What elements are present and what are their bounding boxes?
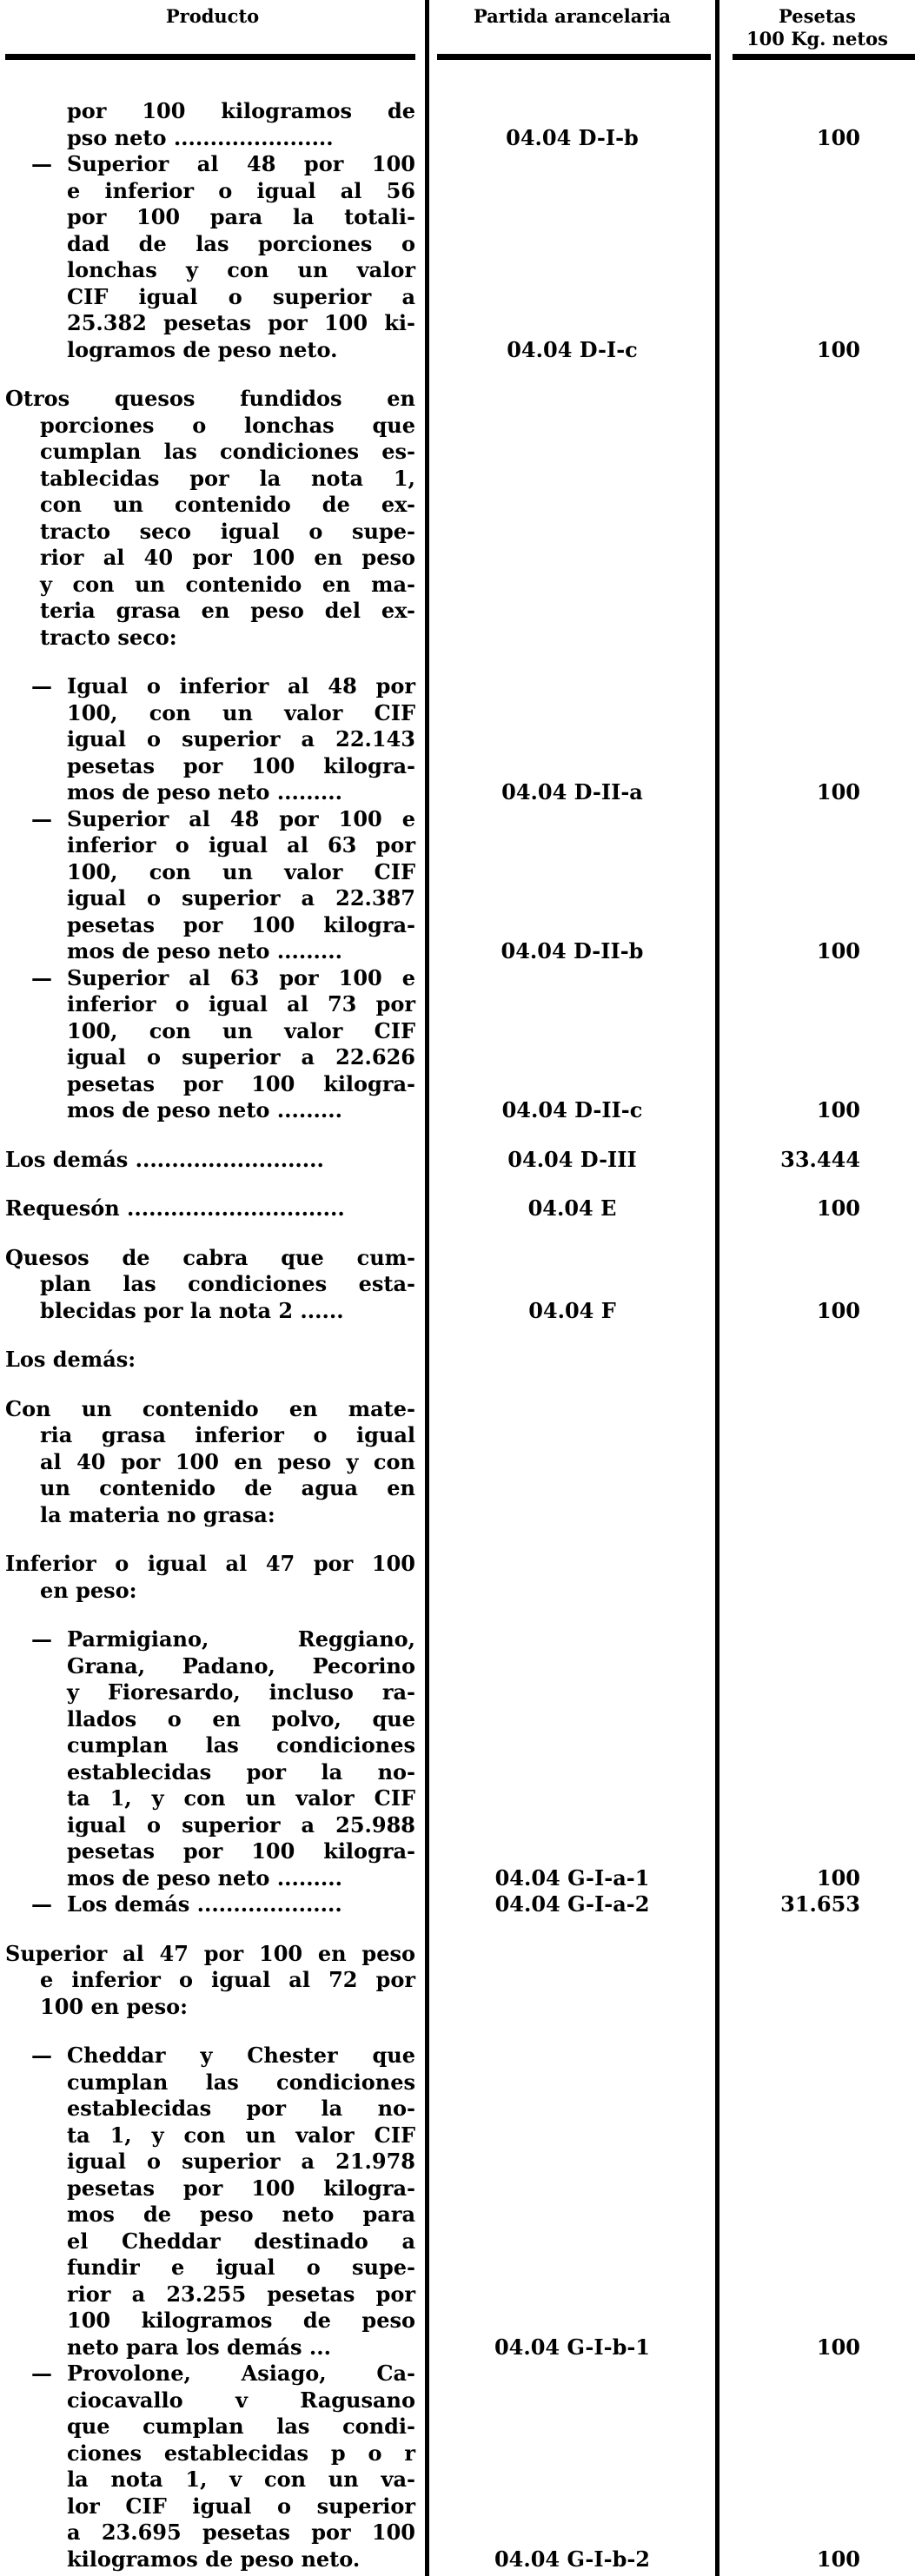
product-line: rior al 40 por 100 en peso <box>40 545 415 570</box>
product-line: y con un contenido en ma- <box>40 571 415 597</box>
product-line: fundir e igual o supe- <box>67 2255 415 2280</box>
product-line: e inferior o igual al 56 <box>67 177 415 203</box>
dash-marker: — <box>31 673 52 699</box>
product-line: — Superior al 48 por 100 e <box>31 805 415 831</box>
product-line: Con un contenido en mate- <box>5 1395 415 1421</box>
product-line: pesetas por 100 kilogra- <box>67 911 415 937</box>
dash-marker: — <box>31 964 52 990</box>
product-line: Quesos de cabra que cum- <box>5 1244 415 1270</box>
dash-marker: — <box>31 151 52 176</box>
product-line: rior a 23.255 pesetas por <box>67 2281 415 2307</box>
pesetas-cell: 100 <box>816 336 860 362</box>
product-line: 100 kilogramos de peso <box>67 2308 415 2333</box>
product-line: CIF igual o superior a <box>67 283 415 309</box>
product-line: el Cheddar destinado a <box>67 2228 415 2254</box>
product-line: al 40 por 100 en peso y con <box>40 1448 415 1474</box>
product-entry <box>0 2043 915 2361</box>
product-line: — Superior al 63 por 100 e <box>31 964 415 990</box>
product-line: Inferior o igual al 47 por 100 <box>5 1551 415 1576</box>
product-line: ta 1, y con un valor CIF <box>67 2122 415 2148</box>
header-rule-pesetas <box>733 54 915 60</box>
product-line: Requesón .............................. <box>5 1195 345 1221</box>
product-line: mos de peso neto ......... <box>67 1097 342 1122</box>
product-line: tracto seco: <box>40 624 177 650</box>
dash-marker: — <box>31 1626 52 1652</box>
product-line: porciones o lonchas que <box>40 412 415 438</box>
product-entry <box>0 1147 915 1174</box>
product-line: mos de peso neto para <box>67 2202 415 2227</box>
product-line: con un contenido de ex- <box>40 492 415 517</box>
product-line: pesetas por 100 kilogra- <box>67 1838 415 1864</box>
product-line: dad de las porciones o <box>67 230 415 256</box>
product-line: — Parmigiano, Reggiano, <box>31 1626 415 1652</box>
product-line: cumplan las condiciones es- <box>40 439 415 464</box>
product-line: lor CIF igual o superior <box>67 2493 415 2519</box>
partida-cell: 04.04 D-II-c <box>501 1097 643 1122</box>
dash-marker: — <box>31 2361 52 2386</box>
pesetas-cell: 100 <box>816 938 860 964</box>
product-line: igual o superior a 25.988 <box>67 1811 415 1838</box>
dash-marker: — <box>31 1891 52 1917</box>
dash-marker: — <box>31 805 52 831</box>
product-entry <box>0 386 915 651</box>
product-entry <box>0 673 915 806</box>
product-entry <box>0 1396 915 1529</box>
product-line: 100 en peso: <box>40 1993 188 2019</box>
product-line: kilogramos de peso neto. <box>67 2546 361 2572</box>
product-line: 100, con un valor CIF <box>67 858 415 884</box>
product-entry <box>0 1245 915 1325</box>
partida-cell: 04.04 G-I-b-2 <box>494 2546 651 2572</box>
table-body <box>0 98 915 2573</box>
product-line: que cumplan las condi- <box>67 2414 415 2439</box>
column-header-producto: Producto <box>165 5 260 27</box>
partida-cell: 04.04 D-II-b <box>501 938 644 964</box>
product-entry <box>0 1626 915 1891</box>
pesetas-header-line1: Pesetas <box>779 5 856 27</box>
product-line: pso neto ...................... <box>67 124 334 150</box>
product-line: inferior o igual al 63 por <box>67 832 415 858</box>
product-entry <box>0 1551 915 1604</box>
product-line: por 100 para la totali- <box>67 204 415 229</box>
product-entry <box>0 2361 915 2573</box>
product-line: — Igual o inferior al 48 por <box>31 673 415 699</box>
pesetas-header-line2: 100 Kg. netos <box>746 28 888 50</box>
product-line: mos de peso neto ......... <box>67 938 342 964</box>
product-line: inferior o igual al 73 por <box>67 991 415 1016</box>
product-line: igual o superior a 22.626 <box>67 1044 415 1069</box>
product-line: igual o superior a 21.978 <box>67 2149 415 2174</box>
product-line: Los demás .......................... <box>5 1146 324 1172</box>
product-line: — Provolone, Asiago, Ca- <box>31 2361 415 2386</box>
product-entry <box>0 1347 915 1374</box>
product-line: neto para los demás ... <box>67 2334 331 2360</box>
product-line: a 23.695 pesetas por 100 <box>67 2520 415 2545</box>
column-header-pesetas <box>719 5 915 50</box>
product-line: pesetas por 100 kilogra- <box>67 2175 415 2201</box>
product-line: un contenido de agua en <box>40 1475 415 1500</box>
product-line: ta 1, y con un valor CIF <box>67 1785 415 1811</box>
product-line: en peso: <box>40 1577 137 1603</box>
product-line: 100, con un valor CIF <box>67 699 415 725</box>
product-line: e inferior o igual al 72 por <box>40 1967 415 1992</box>
header-rule-producto <box>5 54 415 60</box>
product-line: cumplan las condiciones <box>67 1732 415 1758</box>
product-line: tracto seco igual o supe- <box>40 518 415 544</box>
product-entry <box>0 98 915 151</box>
product-line: la nota 1, v con un va- <box>67 2467 415 2492</box>
pesetas-cell: 100 <box>816 1195 860 1221</box>
product-entry <box>0 151 915 363</box>
partida-cell: 04.04 E <box>527 1195 617 1221</box>
product-line: plan las condiciones esta- <box>40 1271 415 1296</box>
product-line: ciocavallo v Ragusano <box>67 2387 415 2413</box>
product-entry <box>0 1891 915 1918</box>
pesetas-cell: 100 <box>816 2334 860 2360</box>
product-line: — Superior al 48 por 100 <box>31 151 415 176</box>
partida-cell: 04.04 G-I-b-1 <box>494 2334 651 2360</box>
partida-cell: 04.04 D-I-c <box>507 336 638 362</box>
product-line: tablecidas por la nota 1, <box>40 465 415 491</box>
pesetas-cell: 100 <box>816 2546 860 2572</box>
product-line: Superior al 47 por 100 en peso <box>5 1940 415 1966</box>
product-line: 25.382 pesetas por 100 ki- <box>67 310 415 335</box>
product-line: lonchas y con un valor <box>67 257 415 282</box>
partida-cell: 04.04 G-I-a-1 <box>494 1864 650 1891</box>
dash-marker: — <box>31 2043 52 2068</box>
product-line: blecidas por la nota 2 ...... <box>40 1297 344 1323</box>
product-line: por 100 kilogramos de <box>67 98 415 123</box>
product-entry <box>0 1941 915 2021</box>
product-line: igual o superior a 22.143 <box>67 726 415 752</box>
product-line: teria grasa en peso del ex- <box>40 598 415 623</box>
product-entry <box>0 1195 915 1222</box>
product-line: mos de peso neto ......... <box>67 779 342 805</box>
product-line: y Fioresardo, incluso ra- <box>67 1679 415 1705</box>
partida-cell: 04.04 F <box>528 1297 616 1323</box>
product-line: — Los demás .................... <box>31 1891 342 1917</box>
pesetas-cell: 100 <box>816 1297 860 1323</box>
product-line: cumplan las condiciones <box>67 2069 415 2095</box>
product-line: ciones establecidas p o r <box>67 2440 415 2466</box>
partida-cell: 04.04 G-I-a-2 <box>494 1891 650 1917</box>
partida-cell: 04.04 D-III <box>507 1146 637 1172</box>
product-line: ria grasa inferior o igual <box>40 1422 415 1447</box>
product-line: establecidas por la no- <box>67 2096 415 2121</box>
product-entry <box>0 806 915 965</box>
product-line: pesetas por 100 kilogra- <box>67 1070 415 1096</box>
pesetas-cell: 100 <box>816 1864 860 1891</box>
product-entry <box>0 965 915 1124</box>
product-line: igual o superior a 22.387 <box>67 885 415 911</box>
pesetas-cell: 33.444 <box>780 1146 860 1172</box>
product-line: logramos de peso neto. <box>67 336 338 362</box>
pesetas-cell: 100 <box>816 124 860 150</box>
pesetas-cell: 100 <box>816 1097 860 1122</box>
product-line: Otros quesos fundidos en <box>5 386 415 411</box>
column-header-partida-arancelaria: Partida arancelaria <box>473 5 672 27</box>
product-line: pesetas por 100 kilogra- <box>67 752 415 778</box>
header-rule-partida <box>437 54 711 60</box>
product-line: la materia no grasa: <box>40 1501 275 1527</box>
pesetas-cell: 31.653 <box>780 1891 860 1917</box>
product-line: mos de peso neto ......... <box>67 1864 342 1891</box>
product-line: 100, con un valor CIF <box>67 1017 415 1043</box>
product-line: Grana, Padano, Pecorino <box>67 1652 415 1679</box>
partida-cell: 04.04 D-II-a <box>501 779 643 805</box>
product-line: — Cheddar y Chester que <box>31 2043 415 2068</box>
partida-cell: 04.04 D-I-b <box>506 124 639 150</box>
product-line: establecidas por la no- <box>67 1758 415 1785</box>
product-line: Los demás: <box>5 1347 136 1372</box>
pesetas-cell: 100 <box>816 779 860 805</box>
product-line: llados o en polvo, que <box>67 1705 415 1732</box>
